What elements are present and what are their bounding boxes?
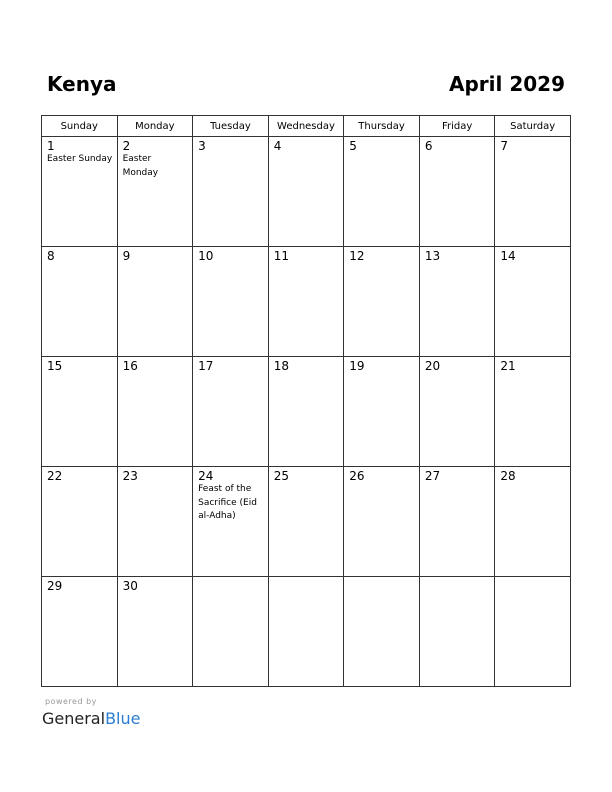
- week-row: [42, 577, 571, 687]
- day-number: 17: [198, 359, 214, 373]
- day-number: 26: [349, 469, 365, 483]
- day-cell: [495, 357, 571, 467]
- weekday-wednesday: Wednesday: [268, 116, 344, 137]
- day-cell: [268, 137, 344, 247]
- footer-branding: [42, 697, 140, 729]
- weekday-monday: Monday: [117, 116, 193, 137]
- country-title: Kenya: [47, 72, 117, 96]
- week-row: [42, 137, 571, 247]
- day-number: 19: [349, 359, 365, 373]
- day-number: 2: [122, 139, 131, 153]
- day-cell: [268, 247, 344, 357]
- calendar-grid: [41, 115, 571, 687]
- day-number: 20: [424, 359, 441, 373]
- day-cell: [268, 467, 344, 577]
- day-number: 25: [273, 469, 289, 483]
- day-cell: [495, 467, 571, 577]
- brand-general-text: General: [42, 709, 106, 728]
- day-cell: [344, 357, 420, 467]
- day-cell: [42, 577, 118, 687]
- day-number: 22: [47, 469, 63, 483]
- month-title: April 2029: [449, 72, 565, 96]
- day-cell: [117, 467, 193, 577]
- day-cell: [193, 137, 269, 247]
- day-number: 6: [424, 139, 433, 153]
- day-number: 14: [500, 249, 516, 263]
- day-number: 21: [500, 359, 516, 373]
- day-cell: [42, 247, 118, 357]
- holiday-label: Easter Monday: [122, 154, 159, 178]
- week-row: [42, 467, 571, 577]
- day-cell: [344, 137, 420, 247]
- day-cell: [42, 467, 118, 577]
- generalblue-logo[interactable]: [42, 709, 140, 729]
- weekday-sunday: Sunday: [42, 116, 118, 137]
- day-cell: [495, 577, 571, 687]
- day-number: [193, 577, 268, 579]
- day-cell: [419, 137, 495, 247]
- day-cell: [268, 577, 344, 687]
- day-number: 11: [273, 249, 289, 263]
- day-number: 8: [47, 249, 55, 263]
- day-cell: [419, 467, 495, 577]
- day-number: 23: [122, 469, 138, 483]
- weekday-header-row: [42, 116, 571, 137]
- day-number: 4: [273, 139, 282, 153]
- day-cell: [193, 357, 269, 467]
- day-number: 29: [47, 579, 63, 593]
- day-number: 7: [500, 139, 509, 153]
- brand-blue-text: Blue: [105, 709, 141, 728]
- day-number: 5: [349, 139, 357, 153]
- week-row: [42, 357, 571, 467]
- day-number: 18: [273, 359, 289, 373]
- day-cell: [268, 357, 344, 467]
- day-cell: [193, 577, 269, 687]
- day-number: 12: [349, 249, 365, 263]
- day-cell: [42, 137, 118, 247]
- day-number: [269, 577, 344, 579]
- holiday-label: Feast of the Sacrifice (Eid al-Adha): [198, 484, 257, 521]
- powered-by-text: powered by: [45, 697, 97, 706]
- day-number: 15: [47, 359, 63, 373]
- day-number: 24: [198, 469, 214, 483]
- day-cell: [495, 137, 571, 247]
- day-cell: [117, 137, 193, 247]
- day-cell: [193, 247, 269, 357]
- day-cell: [344, 467, 420, 577]
- day-cell: [117, 357, 193, 467]
- day-cell: [419, 357, 495, 467]
- weekday-tuesday: Tuesday: [193, 116, 269, 137]
- day-number: 9: [122, 249, 131, 263]
- day-number: 10: [198, 249, 214, 263]
- day-number: 30: [122, 579, 138, 593]
- day-cell: [344, 577, 420, 687]
- day-number: 1: [47, 139, 55, 153]
- day-cell: [495, 247, 571, 357]
- holiday-label: Easter Sunday: [47, 154, 113, 164]
- day-number: 28: [500, 469, 516, 483]
- day-cell: [117, 577, 193, 687]
- day-number: [420, 577, 495, 579]
- day-cell: [419, 247, 495, 357]
- weekday-thursday: Thursday: [344, 116, 420, 137]
- day-number: 3: [198, 139, 206, 153]
- weekday-saturday: Saturday: [495, 116, 571, 137]
- day-cell: [193, 467, 269, 577]
- day-number: [495, 577, 570, 579]
- day-number: 13: [424, 249, 441, 263]
- day-cell: [344, 247, 420, 357]
- day-number: 16: [122, 359, 138, 373]
- weekday-friday: Friday: [419, 116, 495, 137]
- day-number: 27: [424, 469, 441, 483]
- day-cell: [117, 247, 193, 357]
- day-cell: [42, 357, 118, 467]
- day-cell: [419, 577, 495, 687]
- week-row: [42, 247, 571, 357]
- day-number: [344, 577, 419, 579]
